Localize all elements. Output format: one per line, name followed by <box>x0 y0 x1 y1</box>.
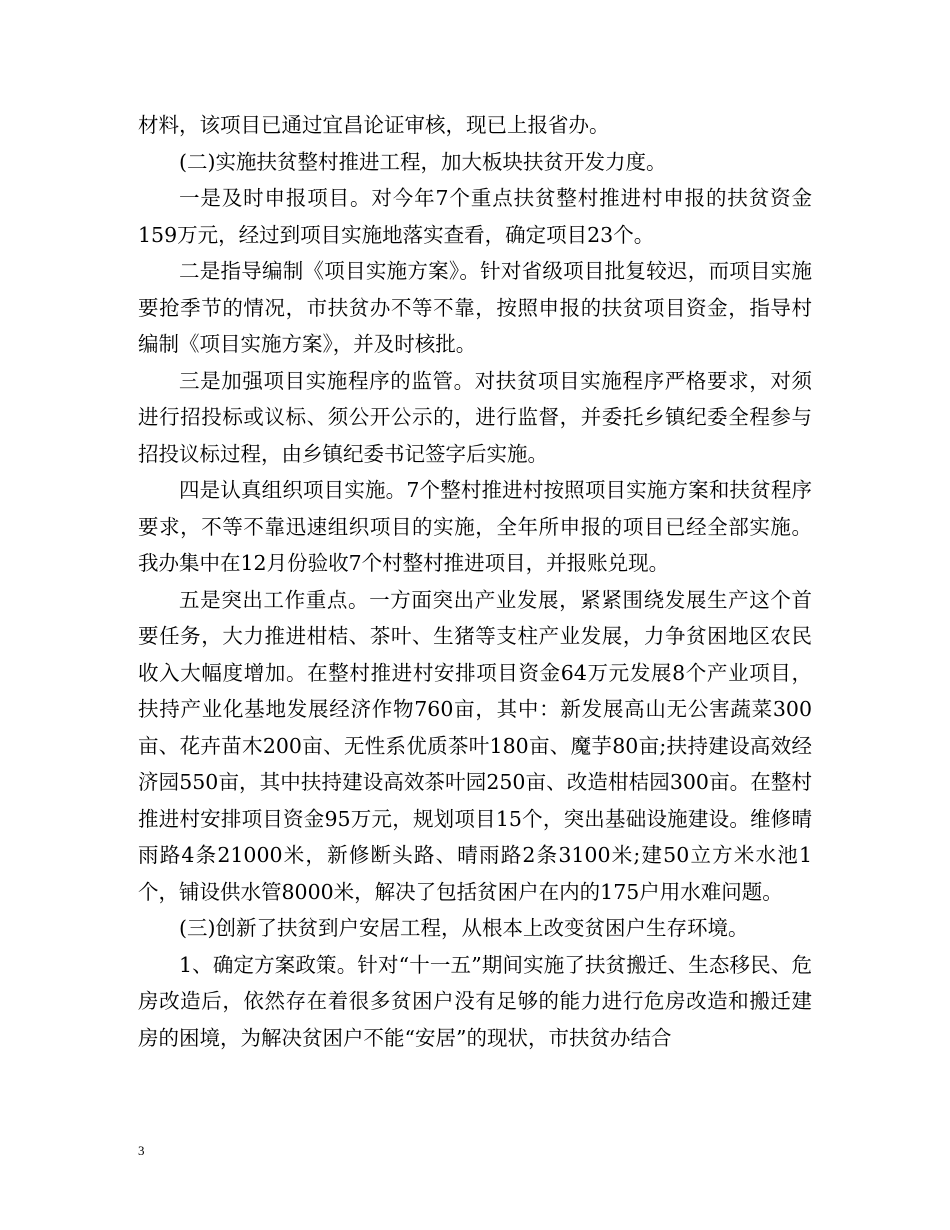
page-number: 3 <box>138 1143 145 1158</box>
paragraph-6: 四是认真组织项目实施。7个整村推进村按照项目实施方案和扶贫程序要求，不等不靠迅速组织项目的实施，全年所申报的项目已经全部实施。我办集中在12月份验收7个村整村推进项目，并报账兑现。 <box>138 478 812 575</box>
paragraph-2: (二)实施扶贫整村推进工程，加大板块扶贫开发力度。 <box>179 149 667 174</box>
paragraph-1: 材料，该项目已通过宜昌论证审核，现已上报省办。 <box>138 113 610 137</box>
paragraph-4: 二是指导编制《项目实施方案》。针对省级项目批复较迟，而项目实施要抢季节的情况，市扶贫办不等不靠，按照申报的扶贫项目资金，指导村编制《项目实施方案》，并及时核批。 <box>138 259 812 356</box>
paragraph-7: 五是突出工作重点。一方面突出产业发展，紧紧围绕发展生产这个首要任务，大力推进柑桔、茶叶、生猪等支柱产业发展，力争贫困地区农民收入大幅度增加。在整村推进村安排项目资金64万元发展8个产业项目，扶持产业化基地发展经济作物760亩，其中：新发展高山无公害蔬菜300亩、花卉苗木200亩、无性系优质茶叶180亩、魔芋80亩;扶持建设高效经济园550亩，其中扶持建设高效茶叶园250亩、改造柑桔园300亩。在整村推进村安排项目资金95万元，规划项目15个，突出基础设施建设。维修晴雨路4条21000米，新修断头路、晴雨路2条3100米;建50立方米水池1个，铺设供水管8000米，解决了包括贫困户在内的175户用水难问题。 <box>138 587 812 904</box>
paragraph-5: 三是加强项目实施程序的监管。对扶贫项目实施程序严格要求，对须进行招投标或议标、须公开公示的，进行监督，并委托乡镇纪委全程参与招投议标过程，由乡镇纪委书记签字后实施。 <box>138 368 812 466</box>
document-body <box>138 107 812 1056</box>
paragraph-9: 1、确定方案政策。针对“十一五”期间实施了扶贫搬迁、生态移民、危房改造后，依然存在着很多贫困户没有足够的能力进行危房改造和搬迁建房的困境，为解决贫困户不能“安居”的现状，市扶贫办结合 <box>138 952 812 1050</box>
paragraph-8: (三)创新了扶贫到户安居工程，从根本上改变贫困户生存环境。 <box>179 916 749 940</box>
paragraph-3: 一是及时申报项目。对今年7个重点扶贫整村推进村申报的扶贫资金159万元，经过到项目实施地落实查看，确定项目23个。 <box>138 186 812 247</box>
